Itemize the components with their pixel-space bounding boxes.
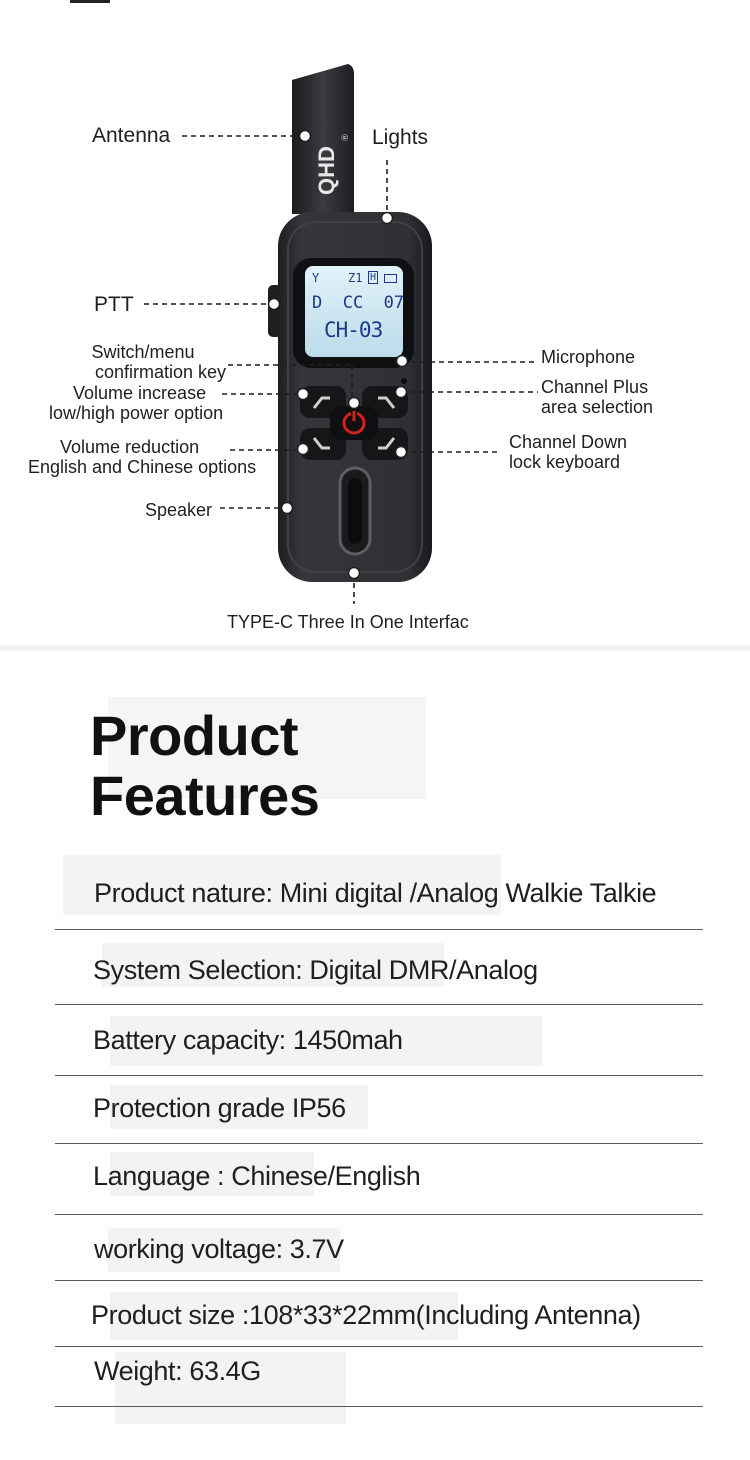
section-title: Product Features [90,704,320,827]
feature-working-voltage: working voltage: 3.7V [94,1234,344,1264]
lcd-row-2: D CC 07 [312,293,405,313]
label-volume-increase: Volume increase low/high power option [49,383,224,423]
battery-icon [384,274,397,283]
top-fragment [70,0,110,3]
feature-divider [55,1075,703,1076]
walkie-talkie-diagram [0,0,750,645]
svg-text:®: ® [341,133,351,142]
label-microphone: Microphone [541,347,636,367]
label-ptt: PTT [94,293,134,316]
label-channel-plus: Channel Plus area selection [541,377,654,417]
label-speaker: Speaker [145,500,213,520]
label-channel-down: Channel Down lock keyboard [509,432,628,472]
feature-weight: Weight: 63.4G [94,1356,261,1386]
antenna-signal-icon: Y [312,271,320,285]
zone-indicator: Z1 [348,271,363,285]
feature-divider [55,1214,703,1215]
feature-divider [55,929,703,930]
feature-divider [55,1406,703,1407]
section-divider [0,645,750,651]
microphone-hole [401,378,407,384]
feature-divider [55,1346,703,1347]
brand-logo: QHD [314,146,339,195]
feature-protection-grade: Protection grade IP56 [93,1093,346,1123]
label-switch-menu: Switch/menu confirmation key [91,342,226,382]
lcd-row-3: CH-03 [324,318,383,342]
feature-divider [55,1004,703,1005]
label-lights: Lights [372,126,429,149]
label-volume-reduction: Volume reduction English and Chinese options [28,437,257,477]
feature-divider [55,1280,703,1281]
feature-product-nature: Product nature: Mini digital /Analog Walkie Talkie [94,878,657,908]
feature-language: Language : Chinese/English [93,1161,421,1191]
label-type-c: TYPE-C Three In One Interfac [227,612,469,632]
feature-divider [55,1143,703,1144]
label-antenna: Antenna [92,124,171,147]
power-high-icon: H [370,272,377,283]
feature-battery-capacity: Battery capacity: 1450mah [93,1025,403,1055]
feature-system-selection: System Selection: Digital DMR/Analog [93,955,538,985]
lcd-row-1 [312,271,400,287]
feature-product-size: Product size :108*33*22mm(Including Antenna) [91,1300,641,1330]
